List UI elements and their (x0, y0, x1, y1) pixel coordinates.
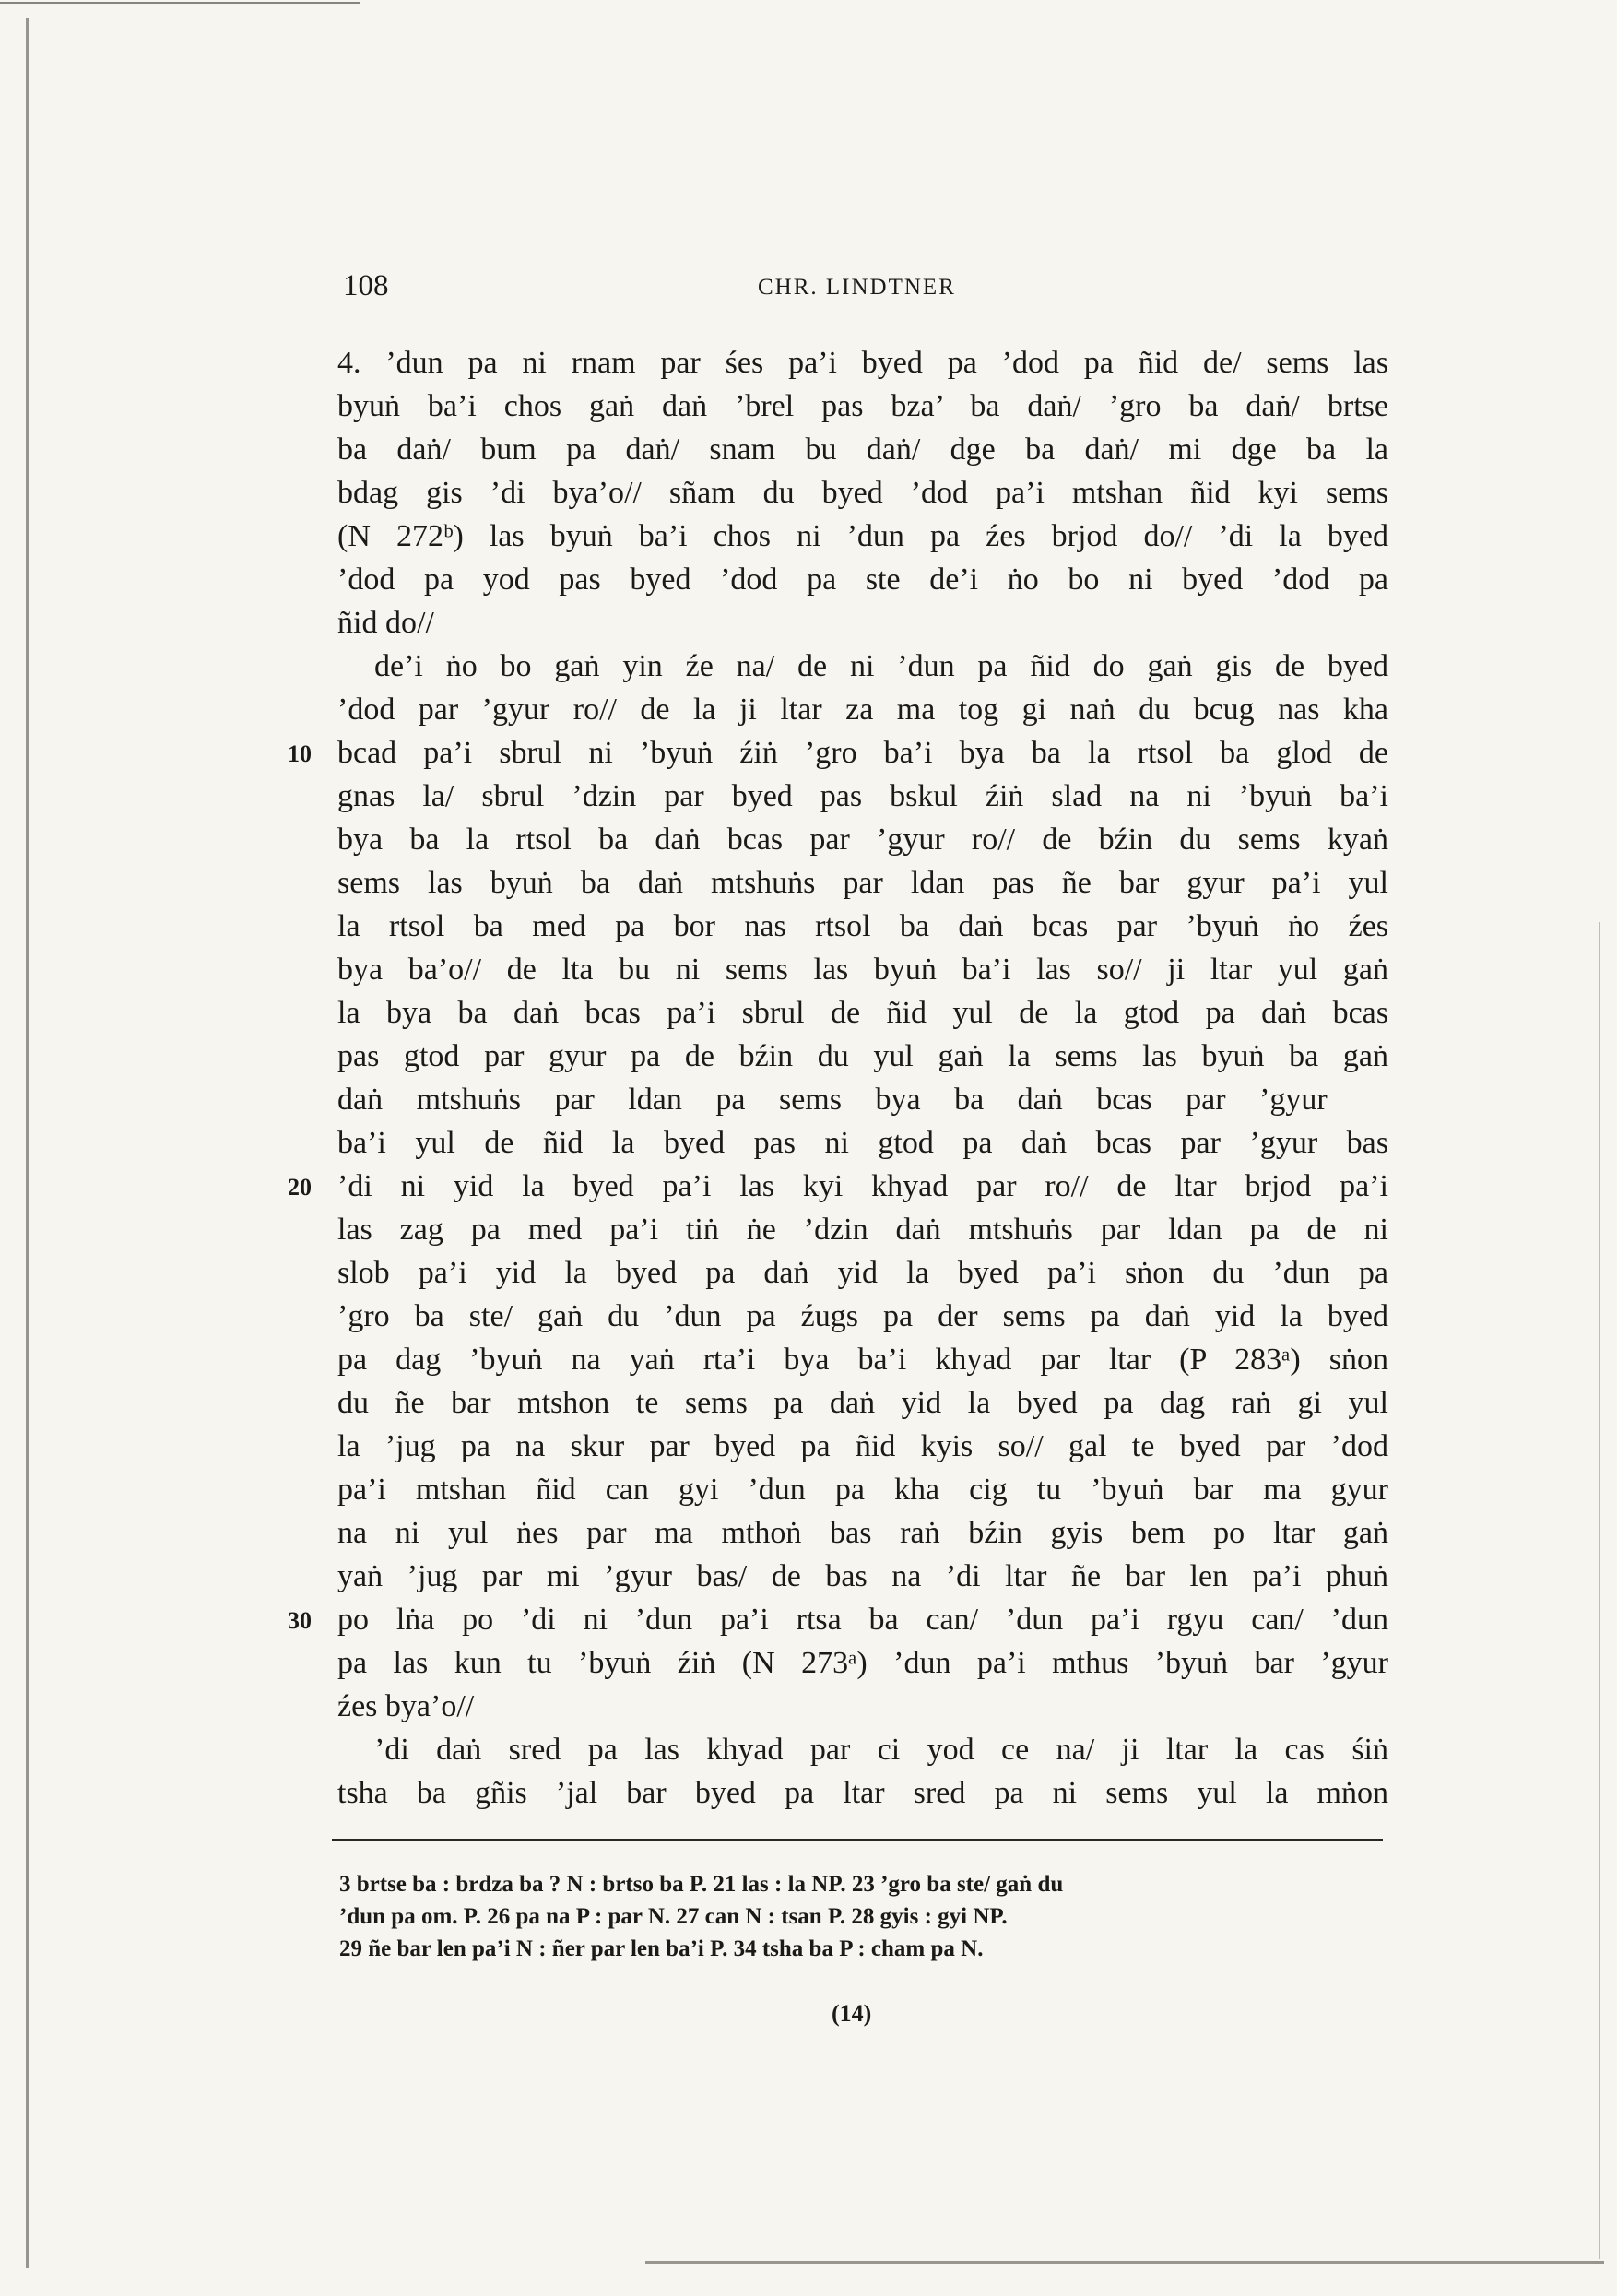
line-text: ’gro ba ste/ gaṅ du ’dun pa źugs pa der sems pa daṅ yid la byed (337, 1299, 1388, 1333)
scan-edge-left (26, 18, 29, 2268)
footnote-divider (332, 1839, 1383, 1841)
text-line (337, 948, 1388, 991)
footnote-line: ’dun pa om. P. 26 pa na P : par N. 27 can N : tsan P. 28 gyis : gyi NP. (339, 1904, 1008, 1929)
line-text: slob pa’i yid la byed pa daṅ yid la byed pa’i sṅon du ’dun pa (337, 1256, 1388, 1290)
text-line (337, 515, 1388, 558)
text-line (337, 1685, 1388, 1728)
line-text: na ni yul ṅes par ma mthoṅ bas raṅ bźin gyis bem po ltar gaṅ (337, 1516, 1388, 1550)
line-text: las zag pa med pa’i tiṅ ṅe ’dzin daṅ mtshuṅs par ldan pa de ni (337, 1213, 1388, 1247)
text-line (337, 1425, 1388, 1468)
line-text: po lṅa po ’di ni ’dun pa’i rtsa ba can/ ’dun pa’i rgyu can/ ’dun (337, 1603, 1388, 1637)
text-line (337, 1728, 1388, 1771)
text-line (337, 558, 1388, 601)
footnote-line: 3 brtse ba : brdza ba ? N : brtso ba P. 21 las : la NP. 23 ’gro ba ste/ gaṅ du (339, 1872, 1064, 1897)
page-number: 108 (343, 269, 389, 302)
line-text: ba daṅ/ bum pa daṅ/ snam bu daṅ/ dge ba daṅ/ mi dge ba la (337, 432, 1388, 467)
line-text: la ’jug pa na skur par byed pa ñid kyis so// gal te byed par ’dod (337, 1429, 1388, 1463)
text-line (337, 1035, 1388, 1078)
text-line (337, 861, 1388, 905)
text-line (337, 1078, 1388, 1121)
footer-page-label: (14) (832, 2000, 872, 2027)
text-line (337, 1208, 1388, 1251)
line-text: bcad pa’i sbrul ni ’byuṅ źiṅ ’gro ba’i bya ba la rtsol ba glod de (337, 736, 1388, 770)
line-text: ’dod pa yod pas byed ’dod pa ste de’i ṅo bo ni byed ’dod pa (337, 562, 1388, 597)
footnote-line: 29 ñe bar len pa’i N : ñer par len ba’i P. 34 tsha ba P : cham pa N. (339, 1936, 984, 1961)
line-text: bya ba’o// de lta bu ni sems las byuṅ ba’i las so// ji ltar yul gaṅ (337, 953, 1388, 987)
line-text: du ñe bar mtshon te sems pa daṅ yid la byed pa dag raṅ gi yul (337, 1386, 1388, 1420)
main-text (288, 341, 1388, 1815)
text-line (337, 905, 1388, 948)
line-text: bya ba la rtsol ba daṅ bcas par ’gyur ro// de bźin du sems kyaṅ (337, 823, 1388, 857)
line-text: yaṅ ’jug par mi ’gyur bas/ de bas na ’di ltar ñe bar len pa’i phuṅ (337, 1559, 1388, 1593)
line-text: ba’i yul de ñid la byed pas ni gtod pa daṅ bcas par ’gyur bas (337, 1126, 1388, 1160)
line-text: pa dag ’byuṅ na yaṅ rta’i bya ba’i khyad par ltar (P 283ᵃ) sṅon (337, 1343, 1388, 1377)
line-text: ’dod par ’gyur ro// de la ji ltar za ma tog gi naṅ du bcug nas kha (337, 692, 1388, 727)
line-text: ’di daṅ sred pa las khyad par ci yod ce na/ ji ltar la cas śiṅ (374, 1733, 1388, 1767)
line-text: gnas la/ sbrul ’dzin par byed pas bskul źiṅ slad na ni ’byuṅ ba’i (337, 779, 1388, 813)
text-line (337, 1295, 1388, 1338)
line-text: bdag gis ’di bya’o// sñam du byed ’dod pa’i mtshan ñid kyi sems (337, 476, 1388, 510)
line-number: 30 (288, 1607, 312, 1634)
line-text: pas gtod par gyur pa de bźin du yul gaṅ la sems las byuṅ ba gaṅ (337, 1039, 1388, 1073)
text-line (337, 1381, 1388, 1425)
text-line (288, 1165, 1388, 1208)
running-head: CHR. LINDTNER (758, 275, 956, 300)
line-text: la rtsol ba med pa bor nas rtsol ba daṅ bcas par ’byuṅ ṅo źes (337, 909, 1388, 943)
text-line (337, 341, 1388, 385)
text-line (337, 645, 1388, 688)
line-text: 4. ’dun pa ni rnam par śes pa’i byed pa ’dod pa ñid de/ sems las (337, 346, 1388, 380)
text-line (337, 601, 1388, 645)
text-line (337, 775, 1388, 818)
text-line (288, 731, 1388, 775)
text-line (337, 428, 1388, 471)
text-line (337, 1338, 1388, 1381)
text-line (337, 1251, 1388, 1295)
line-text: pa las kun tu ’byuṅ źiṅ (N 273ᵃ) ’dun pa’i mthus ’byuṅ bar ’gyur (337, 1646, 1388, 1680)
scan-edge-bottom (645, 2261, 1604, 2264)
line-text: pa’i mtshan ñid can gyi ’dun pa kha cig tu ’byuṅ bar ma gyur (337, 1473, 1388, 1507)
text-line (337, 1641, 1388, 1685)
line-number: 20 (288, 1174, 312, 1201)
text-line (337, 1555, 1388, 1598)
text-line (337, 1121, 1388, 1165)
scan-edge-top (0, 2, 360, 4)
line-text: (N 272ᵇ) las byuṅ ba’i chos ni ’dun pa źes brjod do// ’di la byed (337, 519, 1388, 553)
scan-edge-right (1599, 922, 1600, 2259)
text-line (337, 991, 1388, 1035)
line-number: 10 (288, 740, 312, 767)
page-header (343, 264, 1375, 308)
line-text: źes bya’o// (337, 1689, 475, 1723)
line-text: la bya ba daṅ bcas pa’i sbrul de ñid yul de la gtod pa daṅ bcas (337, 996, 1388, 1030)
text-line (337, 471, 1388, 515)
line-text: sems las byuṅ ba daṅ mtshuṅs par ldan pas ñe bar gyur pa’i yul (337, 866, 1388, 900)
text-line (337, 1468, 1388, 1511)
line-text: ’di ni yid la byed pa’i las kyi khyad par ro// de ltar brjod pa’i (337, 1169, 1388, 1203)
text-line (337, 385, 1388, 428)
text-line (337, 1771, 1388, 1815)
line-text: daṅ mtshuṅs par ldan pa sems bya ba daṅ bcas par ’gyur (337, 1083, 1328, 1117)
line-text: tsha ba gñis ’jal bar byed pa ltar sred pa ni sems yul la mṅon (337, 1776, 1388, 1810)
footnotes (339, 1868, 1390, 1965)
line-text: byuṅ ba’i chos gaṅ daṅ ’brel pas bza’ ba daṅ/ ’gro ba daṅ/ brtse (337, 389, 1388, 423)
text-line (288, 1598, 1388, 1641)
text-line (337, 688, 1388, 731)
text-line (337, 818, 1388, 861)
line-text: ñid do// (337, 606, 434, 640)
line-text: de’i ṅo bo gaṅ yin źe na/ de ni ’dun pa ñid do gaṅ gis de byed (374, 649, 1388, 683)
text-line (337, 1511, 1388, 1555)
